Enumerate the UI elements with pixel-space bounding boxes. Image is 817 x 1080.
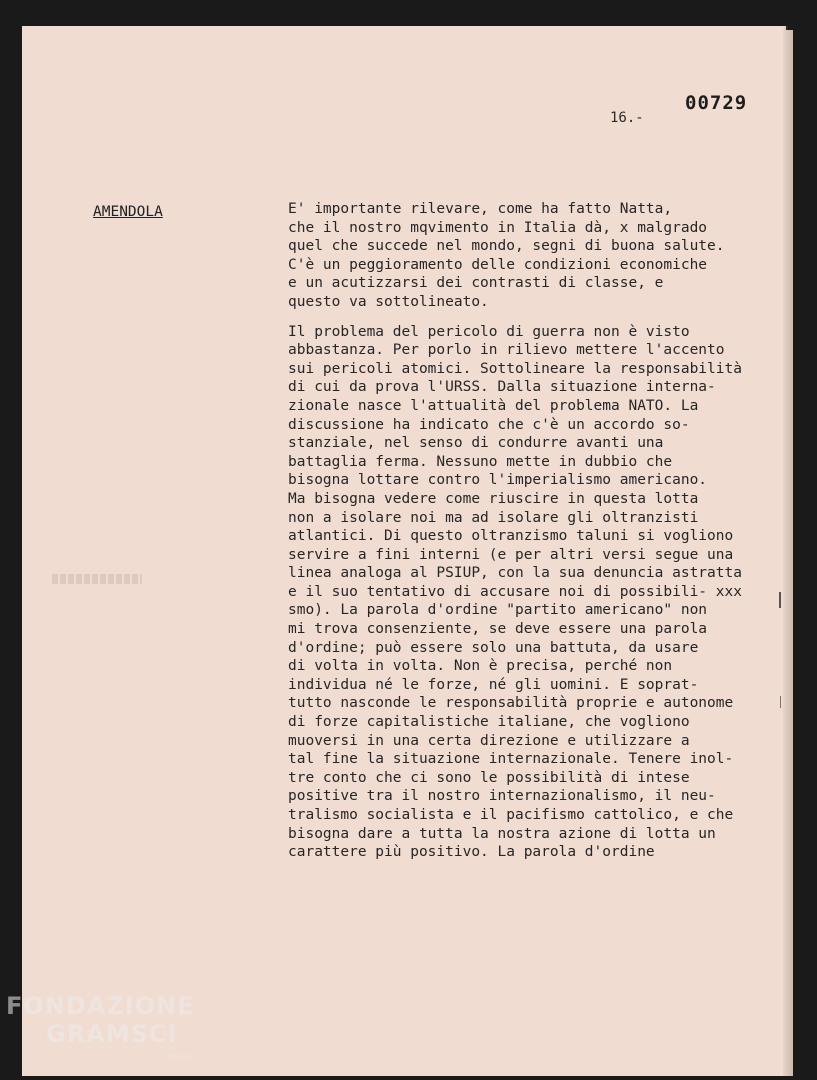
text-line: battaglia ferma. Nessuno mette in dubbio che: [288, 453, 673, 470]
text-line: di forze capitalistiche italiane, che vogliono: [288, 714, 690, 731]
text-line: servire a fini interni (e per altri versi segue una: [288, 546, 734, 563]
text-line: tralismo socialista e il pacifismo cattolico, e che: [288, 807, 734, 823]
text-line: sui pericoli atomici. Sottolineare la responsabilità: [288, 360, 742, 377]
watermark-line2: GRAMSCI: [46, 1020, 178, 1048]
paragraph-2: [288, 323, 783, 862]
text-line: discussione ha indicato che c'è un accordo so-: [288, 416, 690, 433]
transcript-body: [288, 200, 783, 862]
text-line: stanziale, nel senso di condurre avanti una: [288, 435, 664, 452]
document-number: 00729: [685, 92, 748, 114]
text-line: non a isolare noi ma ad isolare gli oltranzisti: [288, 509, 699, 526]
text-line: quel che succede nel mondo, segni di buona salute.: [288, 238, 725, 255]
text-line: bisogna lottare contro l'imperialismo americano.: [288, 472, 708, 489]
text-line: e un acutizzarsi dei contrasti di classe, e: [288, 275, 664, 292]
fondazione-gramsci-watermark: [6, 992, 195, 1048]
text-line: E' importante rilevare, come ha fatto Natta,: [288, 201, 673, 217]
text-line: abbastanza. Per porlo in rilievo mettere l'accento: [288, 342, 725, 359]
bleed-through-mark: [52, 574, 142, 584]
text-line: atlantici. Di questo oltranzismo taluni si vogliono: [288, 528, 734, 545]
page-edge: [783, 30, 793, 1076]
text-line: tutto nasconde le responsabilità proprie e autonome: [288, 695, 734, 712]
text-line: di volta in volta. Non è precisa, perché non: [288, 658, 673, 675]
text-line: individua né le forze, né gli uomini. E soprat-: [288, 676, 699, 693]
text-line: Ma bisogna vedere come riuscire in questa lotta: [288, 490, 699, 507]
text-line: smo). La parola d'ordine "partito americano" non: [288, 602, 708, 619]
text-line: tre conto che ci sono le possibilità di intese: [288, 769, 690, 786]
paragraph-1: [288, 200, 783, 312]
text-line: d'ordine; può essere solo una battuta, da usare: [288, 639, 699, 656]
text-line: Il problema del pericolo di guerra non è visto: [288, 323, 690, 340]
text-line: bisogna dare a tutta la nostra azione di lotta un: [288, 825, 716, 842]
text-line: linea analoga al PSIUP, con la sua denuncia astratta: [288, 565, 742, 582]
text-line: muoversi in una certa direzione e utilizzare a: [288, 732, 690, 749]
watermark-line1: FONDAZIONE: [6, 992, 195, 1020]
page-number: 16.-: [610, 110, 644, 126]
text-line: zionale nasce l'attualità del problema NATO. La: [288, 397, 699, 414]
text-line: questo va sottolineato.: [288, 293, 489, 310]
text-line: mi trova consenziente, se deve essere una parola: [288, 621, 708, 638]
text-line: carattere più positivo. La parola d'ordine: [288, 844, 655, 861]
speaker-name: AMENDOLA: [93, 204, 163, 220]
text-line: C'è un peggioramento delle condizioni economiche: [288, 256, 708, 273]
text-line: che il nostro mqvimento in Italia dà, x malgrado: [288, 219, 708, 236]
text-line: positive tra il nostro internazionalismo, il neu-: [288, 788, 716, 805]
margin-mark: [780, 696, 781, 708]
margin-mark: [779, 592, 781, 608]
watermark-onlus: onlus: [166, 1052, 191, 1062]
text-line: e il suo tentativo di accusare noi di possibili- xxx: [288, 583, 742, 600]
text-line: tal fine la situazione internazionale. Tenere inol-: [288, 751, 734, 768]
text-line: di cui da prova l'URSS. Dalla situazione interna-: [288, 379, 716, 396]
